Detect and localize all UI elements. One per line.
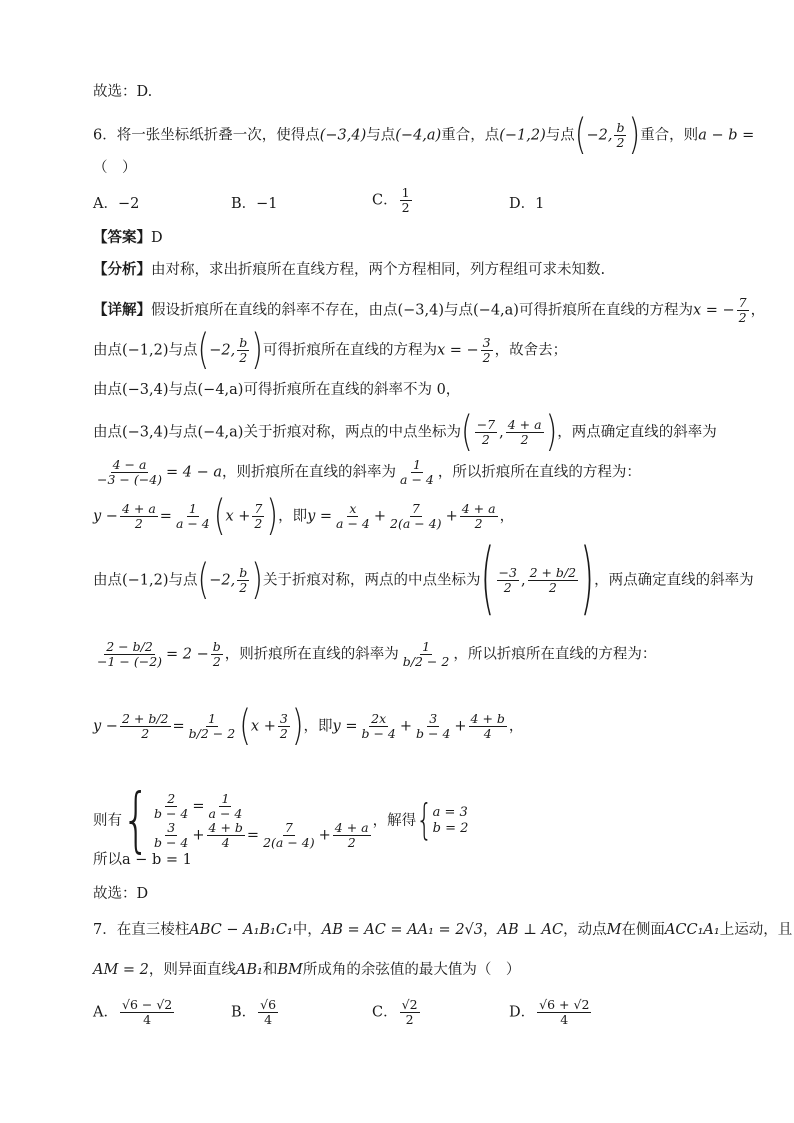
detail-line-1: 【详解】假设折痕所在直线的斜率不存在，由点(−3,4)与点(−4,a)可得折痕所在直线的方程为x = − $\frac{7}{2}$ ， <box>93 295 766 325</box>
q7-option-b[interactable]: B． $\frac{√6}{4}$ <box>231 997 277 1027</box>
detail-line-2: 由点(−1,2)与点(−2, $\frac{b}{2}$ )可得折痕所在直线的方程为x = − $\frac{3}{2}$ ，故舍去； <box>93 325 568 375</box>
detail-line-5: $\frac{4 - a}{-3 - (-4)}$ = 4 − a，则折痕所在直线的斜率为 $\frac{1}{a - 4}$ ，所以折痕所在直线的方程为： <box>97 457 641 487</box>
question-7-stem-1: 7．在直三棱柱ABC − A₁B₁C₁中，AB = AC = AA₁ = 2√3，AB ⊥ AC，动点M在侧面ACC₁A₁上运动，且 <box>93 922 793 938</box>
q6-option-c[interactable]: C． $\frac{1}{2}$ <box>372 185 410 215</box>
detail-line-9: y − $\frac{2 + b/2}{2}$ = $\frac{1}{b/2 - 2}$ (x + $\frac{3}{2}$ )，即y = $\frac{2x}{b - 4}$ + $\frac{3}{b - 4}$ + $\frac{4 + b}{4}$ ， <box>93 701 524 751</box>
detail-line-6: y − $\frac{4 + a}{2}$ = $\frac{1}{a - 4}$ (x + $\frac{7}{2}$ )，即y = $\frac{x}{a - 4}$ + $\frac{7}{2(a - 4)}$ + $\frac{4 + a}{2}$ ， <box>93 491 515 541</box>
previous-answer: 故选：D. <box>93 84 153 100</box>
question-6-paren: （ ） <box>93 160 137 176</box>
detail-line-11: 所以a − b = 1 <box>93 852 192 868</box>
q6-option-a[interactable]: A．−2 <box>93 196 140 212</box>
detail-line-4: 由点(−3,4)与点(−4,a)关于折痕对称，两点的中点坐标为( $\frac{-7}{2}$ , $\frac{4 + a}{2}$ )，两点确定直线的斜率为 <box>93 407 717 457</box>
detail-line-8: $\frac{2 - b/2}{-1 - (-2)}$ = 2 − $\frac{b}{2}$ ，则折痕所在直线的斜率为 $\frac{1}{b/2 - 2}$ ，所以折痕所在直线的方程为： <box>97 639 657 669</box>
q6-option-b[interactable]: B．−1 <box>231 196 278 212</box>
q7-option-a[interactable]: A． $\frac{√6 - √2}{4}$ <box>93 997 173 1027</box>
q7-option-c[interactable]: C． $\frac{√2}{2}$ <box>372 997 418 1027</box>
question-6-stem: 6．将一张坐标纸折叠一次，使得点(−3,4)与点(−4,a)重合，点(−1,2)与点(−2, $\frac{b}{2}$ )重合，则a − b = <box>93 110 755 160</box>
q6-option-d[interactable]: D．1 <box>509 196 545 212</box>
detail-line-12: 故选：D <box>93 886 149 902</box>
q7-option-d[interactable]: D． $\frac{√6 + √2}{4}$ <box>509 997 590 1027</box>
answer-line: 【答案】D <box>93 230 163 246</box>
question-7-stem-2: AM = 2，则异面直线AB₁和BM所成角的余弦值的最大值为（ ） <box>93 962 521 978</box>
detail-line-3: 由点(−3,4)与点(−4,a)可得折痕所在直线的斜率不为 0， <box>93 382 461 398</box>
detail-line-10-system: 则有 { $\frac{2}{b - 4}$ = $\frac{1}{a - 4}$ $\frac{3}{b - 4}$ + $\frac{4 + b}{4}$ = $\frac{7}{2(a - 4)}$ + $\frac{4 + a}{2}$ ，解得 { a = 3 b = 2 <box>93 779 469 861</box>
detail-line-7: 由点(−1,2)与点(−2, $\frac{b}{2}$ )关于折痕对称，两点的中点坐标为( $\frac{-3}{2}$ , $\frac{2 + b/2}{2}$ )，两点确定直线的斜率为 <box>93 534 754 625</box>
analysis-line: 【分析】由对称，求出折痕所在直线方程，两个方程相同，列方程组可求未知数. <box>93 262 606 278</box>
